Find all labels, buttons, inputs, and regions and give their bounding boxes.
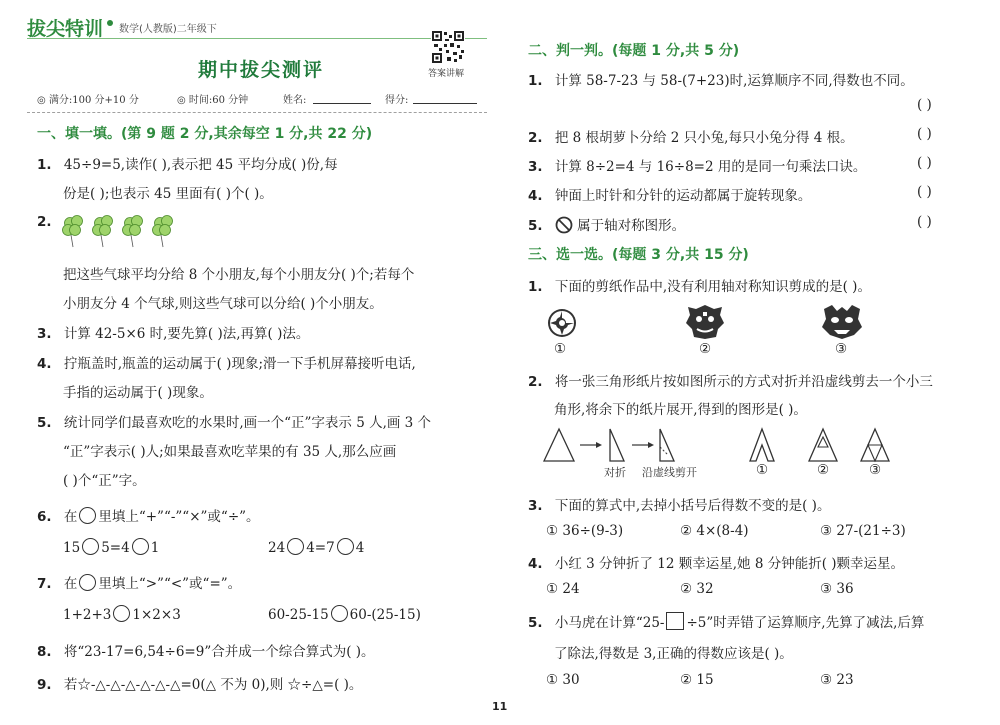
s3-q4-opt1[interactable]: ① 24 (546, 581, 580, 597)
answer-circle[interactable] (337, 538, 354, 555)
answer-circle[interactable] (132, 538, 149, 555)
section2-heading: 二、判一判。(每题 1 分,共 5 分) (528, 43, 740, 59)
s1-q2-line2: 小朋友分 4 个气球,则这些气球可以分给( )个小朋友。 (63, 296, 383, 312)
section1-heading: 一、填一填。(第 9 题 2 分,其余每空 1 分,共 22 分) (37, 126, 373, 142)
s2-q1: 1. 计算 58-7-23 与 58-(7+23)时,运算顺序不同,得数也不同。 (528, 73, 914, 89)
s2-q3-answer[interactable]: ( ) (917, 155, 932, 171)
fold-cut-diagram (542, 425, 872, 465)
s2-q4: 4. 钟面上时针和分针的运动都属于旋转现象。 (528, 188, 812, 204)
s3-q3-opt2[interactable]: ② 4×(8-4) (680, 523, 749, 539)
s1-q6: 6. 在 里填上“+”“-”“×”或“÷”。 (37, 509, 260, 525)
s3-q2-opt3[interactable]: ③ (869, 462, 882, 478)
s3-q1-opt3[interactable]: ③ (835, 341, 848, 357)
s1-q1: 1. 45÷9=5,读作( ),表示把 45 平均分成( )份,每 (37, 157, 338, 173)
header-rule (27, 38, 487, 39)
answer-circle[interactable] (331, 605, 348, 622)
s3-q4: 4. 小红 3 分钟折了 12 颗幸运星,她 8 分钟能折( )颗幸运星。 (528, 556, 905, 572)
s2-q3: 3. 计算 8÷2=4 与 16÷8=2 用的是同一句乘法口诀。 (528, 159, 867, 175)
s3-q1: 1. 下面的剪纸作品中,没有利用轴对称知识剪成的是( )。 (528, 279, 871, 295)
s1-q2-num: 2. (37, 214, 52, 230)
s1-q4: 4. 拧瓶盖时,瓶盖的运动属于( )现象;滑一下手机屏幕接听电话, (37, 356, 416, 372)
answer-circle (79, 574, 96, 591)
name-label: 姓名: (283, 95, 307, 106)
score-label: 得分: (385, 95, 409, 106)
s1-q2-line1: 把这些气球平均分给 8 个小朋友,每个小朋友分( )个;若每个 (63, 267, 415, 283)
s1-q7-right: 60-25-15 60-(25-15) (268, 607, 421, 623)
s2-q2: 2. 把 8 根胡萝卜分给 2 只小兔,每只小兔分得 4 根。 (528, 130, 854, 146)
s3-q3-opt1[interactable]: ① 36÷(9-3) (546, 523, 624, 539)
time-info: ◎ 时间:60 分钟 (177, 95, 249, 106)
s3-q3: 3. 下面的算式中,去掉小括号后得数不变的是( )。 (528, 498, 831, 514)
page-title: 期中拔尖测评 (198, 59, 325, 81)
s1-q7-left: 1+2+3 1×2×3 (63, 607, 181, 623)
answer-circle[interactable] (82, 538, 99, 555)
s1-q7: 7. 在 里填上“>”“<”或“=”。 (37, 576, 242, 592)
s3-q2-step1: 对折 (604, 466, 626, 479)
answer-circle (79, 507, 96, 524)
s3-q5-opt2[interactable]: ② 15 (680, 672, 714, 688)
s1-q8: 8. 将“23-17=6,54÷6=9”合并成一个综合算式为( )。 (37, 644, 375, 660)
score-field[interactable] (413, 90, 477, 104)
info-divider (27, 112, 487, 113)
paper-cut-swirl-icon (546, 307, 578, 341)
s1-q5-line2: “正”字表示( )人;如果最喜欢吃苹果的有 35 人,那么应画 (63, 444, 397, 460)
s3-q3-opt3[interactable]: ③ 27-(21÷3) (820, 523, 906, 539)
s3-q5: 5. 小马虎在计算“25- ÷5”时弄错了运算顺序,先算了减法,后算 (528, 611, 924, 631)
s3-q5-opt1[interactable]: ① 30 (546, 672, 580, 688)
s3-q2-line2: 角形,将余下的纸片展开,得到的图形是( )。 (554, 402, 807, 418)
brand-dot (107, 20, 113, 26)
s3-q2-opt1[interactable]: ① (756, 462, 769, 478)
s3-q2: 2. 将一张三角形纸片按如图所示的方式对折并沿虚线剪去一个小三 (528, 374, 933, 390)
s3-q5-line2: 了除法,得数是 3,正确的得数应该是( )。 (554, 646, 793, 662)
section3-heading: 三、选一选。(每题 3 分,共 15 分) (528, 247, 749, 263)
s2-q4-answer[interactable]: ( ) (917, 184, 932, 200)
s1-q9: 9. 若☆-△-△-△-△-△-△=0(△ 不为 0),则 ☆÷△=( )。 (37, 677, 363, 693)
s2-q5: 5. 属于轴对称图形。 (528, 218, 686, 234)
paper-cut-mask-icon (820, 303, 864, 341)
qr-caption: 答案讲解 (428, 69, 465, 79)
paper-cut-lion-icon (684, 303, 726, 341)
s2-q2-answer[interactable]: ( ) (917, 126, 932, 142)
s1-q5: 5. 统计同学们最喜欢吃的水果时,画一个“正”字表示 5 人,画 3 个 (37, 415, 432, 431)
answer-circle[interactable] (113, 605, 130, 622)
full-score-info: ◎ 满分:100 分+10 分 (37, 95, 139, 106)
s1-q6-left: 15 5=4 1 (63, 540, 160, 556)
answer-box[interactable] (666, 612, 684, 630)
prohibition-sign-icon (555, 216, 573, 234)
page-number: 11 (492, 700, 508, 713)
s1-q6-right: 24 4=7 4 (268, 540, 365, 556)
brand-logo: 拔尖特训 (27, 18, 104, 40)
s3-q1-opt2[interactable]: ② (699, 341, 712, 357)
s3-q2-opt2[interactable]: ② (817, 462, 830, 478)
name-field[interactable] (313, 90, 371, 104)
s1-q5-line3: ( )个“正”字。 (63, 473, 146, 489)
s2-q5-answer[interactable]: ( ) (917, 214, 932, 230)
s1-q3: 3. 计算 42-5×6 时,要先算( )法,再算( )法。 (37, 326, 310, 342)
s1-q1-line2: 份是( );也表示 45 里面有( )个( )。 (63, 186, 273, 202)
s2-q1-answer[interactable]: ( ) (917, 97, 932, 113)
brand-subtitle: 数学(人教版)二年级下 (119, 24, 217, 35)
answer-circle[interactable] (287, 538, 304, 555)
s3-q4-opt3[interactable]: ③ 36 (820, 581, 854, 597)
qr-code-icon[interactable] (431, 30, 465, 64)
s3-q1-opt1[interactable]: ① (554, 341, 567, 357)
s3-q5-opt3[interactable]: ③ 23 (820, 672, 854, 688)
s3-q2-step2: 沿虚线剪开 (642, 466, 697, 479)
s3-q4-opt2[interactable]: ② 32 (680, 581, 714, 597)
s1-q4-line2: 手指的运动属于( )现象。 (63, 385, 213, 401)
balloons-illustration (60, 213, 182, 249)
